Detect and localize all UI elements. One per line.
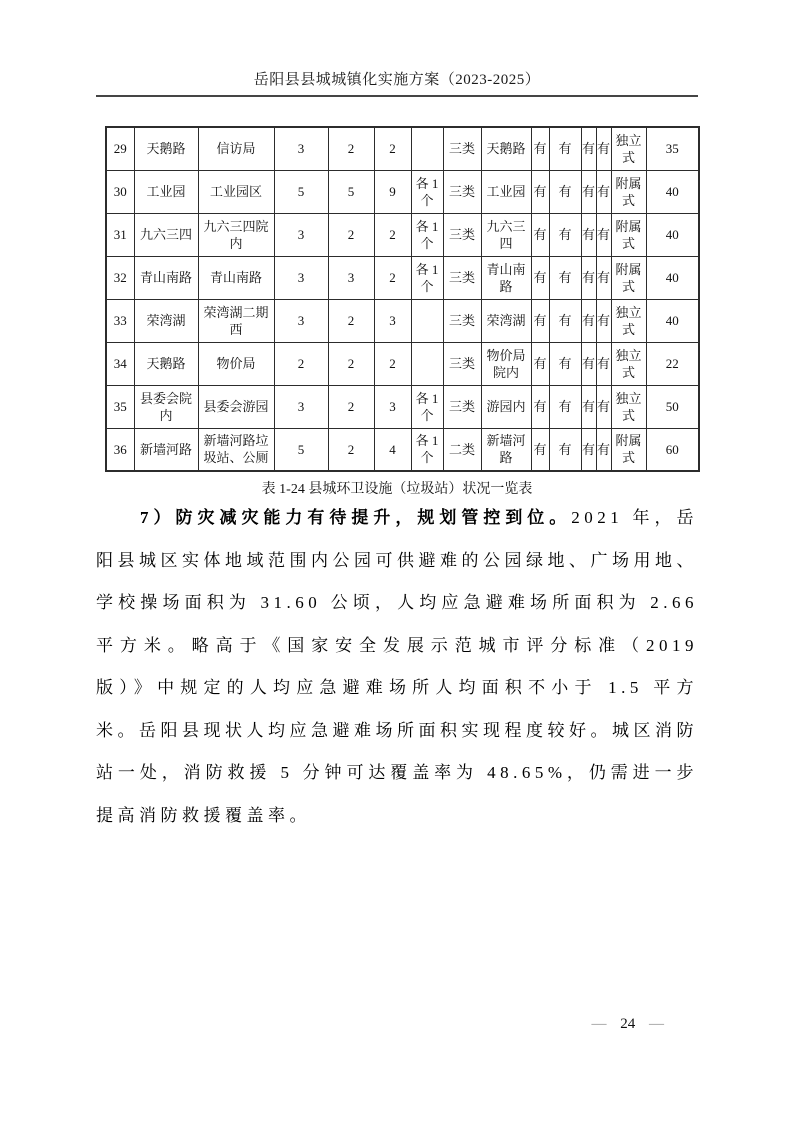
table-cell: 有 — [549, 127, 581, 170]
table-cell: 29 — [106, 127, 134, 170]
table-cell: 50 — [646, 385, 699, 428]
table-cell: 各 1 个 — [411, 170, 443, 213]
table-cell: 各 1 个 — [411, 213, 443, 256]
footer-dash-right: — — [649, 1016, 664, 1032]
table-cell: 有 — [549, 385, 581, 428]
table-cell: 各 1 个 — [411, 256, 443, 299]
table-row — [106, 170, 699, 213]
table-cell: 附属式 — [611, 213, 646, 256]
table-cell: 5 — [274, 428, 328, 471]
table-cell: 荣湾湖二期西 — [198, 299, 274, 342]
table-cell: 3 — [274, 127, 328, 170]
table-cell: 有 — [531, 170, 549, 213]
table-cell: 二类 — [443, 428, 481, 471]
table-cell: 工业园区 — [198, 170, 274, 213]
footer-dash-left: — — [591, 1016, 607, 1032]
page-footer — [592, 1016, 665, 1033]
table-cell: 有 — [581, 170, 596, 213]
table-cell: 有 — [549, 299, 581, 342]
table-cell: 有 — [531, 428, 549, 471]
table-cell: 青山南路 — [198, 256, 274, 299]
table-cell: 附属式 — [611, 170, 646, 213]
table-cell: 40 — [646, 256, 699, 299]
table-cell: 三类 — [443, 213, 481, 256]
table-cell: 有 — [549, 213, 581, 256]
table-cell: 有 — [596, 256, 611, 299]
table-cell: 4 — [374, 428, 411, 471]
table-cell: 有 — [581, 299, 596, 342]
table-cell: 2 — [328, 213, 374, 256]
table-cell: 附属式 — [611, 428, 646, 471]
table-cell: 青山南路 — [481, 256, 531, 299]
sanitation-facilities-table — [105, 126, 700, 472]
table-row — [106, 428, 699, 471]
table-cell: 40 — [646, 170, 699, 213]
table-row — [106, 342, 699, 385]
table-cell: 2 — [328, 428, 374, 471]
table-cell: 5 — [274, 170, 328, 213]
table-cell: 22 — [646, 342, 699, 385]
table-cell — [411, 127, 443, 170]
table-cell: 物价局院内 — [481, 342, 531, 385]
table-cell: 荣湾湖 — [134, 299, 198, 342]
table-cell: 荣湾湖 — [481, 299, 531, 342]
table-cell: 3 — [374, 385, 411, 428]
table-cell: 天鹅路 — [134, 127, 198, 170]
table-row — [106, 213, 699, 256]
table-cell: 新墙河路 — [134, 428, 198, 471]
table-cell: 新墙河路垃圾站、公厕 — [198, 428, 274, 471]
table-cell: 34 — [106, 342, 134, 385]
table-cell: 60 — [646, 428, 699, 471]
table-cell: 2 — [328, 127, 374, 170]
table-cell: 2 — [328, 385, 374, 428]
table-cell: 33 — [106, 299, 134, 342]
table-cell: 2 — [274, 342, 328, 385]
table-cell: 2 — [374, 256, 411, 299]
table-body — [106, 127, 699, 471]
table-cell: 青山南路 — [134, 256, 198, 299]
table-cell: 县委会院内 — [134, 385, 198, 428]
table-cell: 有 — [596, 170, 611, 213]
table-cell: 九六三四 — [481, 213, 531, 256]
table-cell: 9 — [374, 170, 411, 213]
table-cell: 独立式 — [611, 342, 646, 385]
table-cell: 35 — [106, 385, 134, 428]
table-cell: 有 — [531, 342, 549, 385]
table-cell: 40 — [646, 299, 699, 342]
table-cell: 有 — [549, 256, 581, 299]
table-cell: 3 — [274, 213, 328, 256]
table-cell: 独立式 — [611, 299, 646, 342]
table-cell: 三类 — [443, 170, 481, 213]
table-cell: 三类 — [443, 127, 481, 170]
table-cell: 有 — [531, 385, 549, 428]
table-cell: 物价局 — [198, 342, 274, 385]
table-cell: 各 1 个 — [411, 428, 443, 471]
table-cell: 35 — [646, 127, 699, 170]
table-cell: 有 — [581, 428, 596, 471]
table-cell: 有 — [596, 385, 611, 428]
table-cell: 有 — [596, 127, 611, 170]
page-number: 24 — [620, 1016, 636, 1032]
table-cell: 工业园 — [134, 170, 198, 213]
table-cell: 天鹅路 — [481, 127, 531, 170]
table-cell: 有 — [581, 342, 596, 385]
table-cell: 有 — [549, 428, 581, 471]
table-cell: 有 — [531, 299, 549, 342]
table-cell: 九六三四院内 — [198, 213, 274, 256]
table-cell: 独立式 — [611, 127, 646, 170]
table-cell: 有 — [596, 299, 611, 342]
table-cell: 附属式 — [611, 256, 646, 299]
table-cell: 三类 — [443, 385, 481, 428]
table-cell: 有 — [549, 170, 581, 213]
table-cell — [411, 342, 443, 385]
table-cell: 各 1 个 — [411, 385, 443, 428]
table-cell: 40 — [646, 213, 699, 256]
paragraph-body: 2021 年，岳阳县城区实体地域范围内公园可供避难的公园绿地、广场用地、学校操场面积为 31.60 公顷，人均应急避难场所面积为 2.66 平方米。略高于《国家安全发展示范城市评分标准（2019 版）》中规定的人均应急避难场所人均面积不小于 1.5 平方米。岳阳县现状人均应急避难场所面积实现程度较好。城区消防站一处，消防救援 5 分钟可达覆盖率为 48.65%，仍需进一步提高消防救援覆盖率。 — [96, 508, 699, 825]
table-row — [106, 256, 699, 299]
table-cell: 3 — [374, 299, 411, 342]
table-cell: 有 — [581, 127, 596, 170]
table-cell: 三类 — [443, 342, 481, 385]
table-cell: 新墙河路 — [481, 428, 531, 471]
table-cell: 三类 — [443, 256, 481, 299]
table-cell: 36 — [106, 428, 134, 471]
table-cell: 2 — [374, 342, 411, 385]
table-cell: 县委会游园 — [198, 385, 274, 428]
table-cell: 有 — [596, 342, 611, 385]
table-cell: 信访局 — [198, 127, 274, 170]
table-row — [106, 127, 699, 170]
table-cell: 有 — [581, 213, 596, 256]
table-cell: 工业园 — [481, 170, 531, 213]
table-cell: 天鹅路 — [134, 342, 198, 385]
table-cell: 2 — [328, 342, 374, 385]
table-cell: 2 — [374, 127, 411, 170]
table-cell: 有 — [596, 428, 611, 471]
table-cell: 有 — [581, 385, 596, 428]
table-cell: 31 — [106, 213, 134, 256]
table-cell: 有 — [549, 342, 581, 385]
table-cell: 5 — [328, 170, 374, 213]
table-row — [106, 299, 699, 342]
table-cell: 30 — [106, 170, 134, 213]
table-cell: 有 — [531, 127, 549, 170]
table-caption: 表 1-24 县城环卫设施（垃圾站）状况一览表 — [261, 482, 533, 497]
table-cell: 3 — [328, 256, 374, 299]
table-cell: 有 — [581, 256, 596, 299]
header-rule — [96, 95, 698, 97]
table-cell: 3 — [274, 256, 328, 299]
table-cell: 3 — [274, 385, 328, 428]
table-cell: 2 — [328, 299, 374, 342]
table-cell — [411, 299, 443, 342]
table-cell: 有 — [596, 213, 611, 256]
table-cell: 九六三四 — [134, 213, 198, 256]
table-cell: 独立式 — [611, 385, 646, 428]
header-title: 岳阳县县城城镇化实施方案（2023-2025） — [253, 72, 541, 88]
table-cell: 2 — [374, 213, 411, 256]
table-cell: 3 — [274, 299, 328, 342]
table-cell: 游园内 — [481, 385, 531, 428]
table-cell: 三类 — [443, 299, 481, 342]
table-cell: 有 — [531, 213, 549, 256]
paragraph — [96, 497, 698, 837]
paragraph-lead: 7）防灾减灾能力有待提升，规划管控到位。 — [140, 508, 572, 527]
table-cell: 有 — [531, 256, 549, 299]
table-cell: 32 — [106, 256, 134, 299]
table-row — [106, 385, 699, 428]
